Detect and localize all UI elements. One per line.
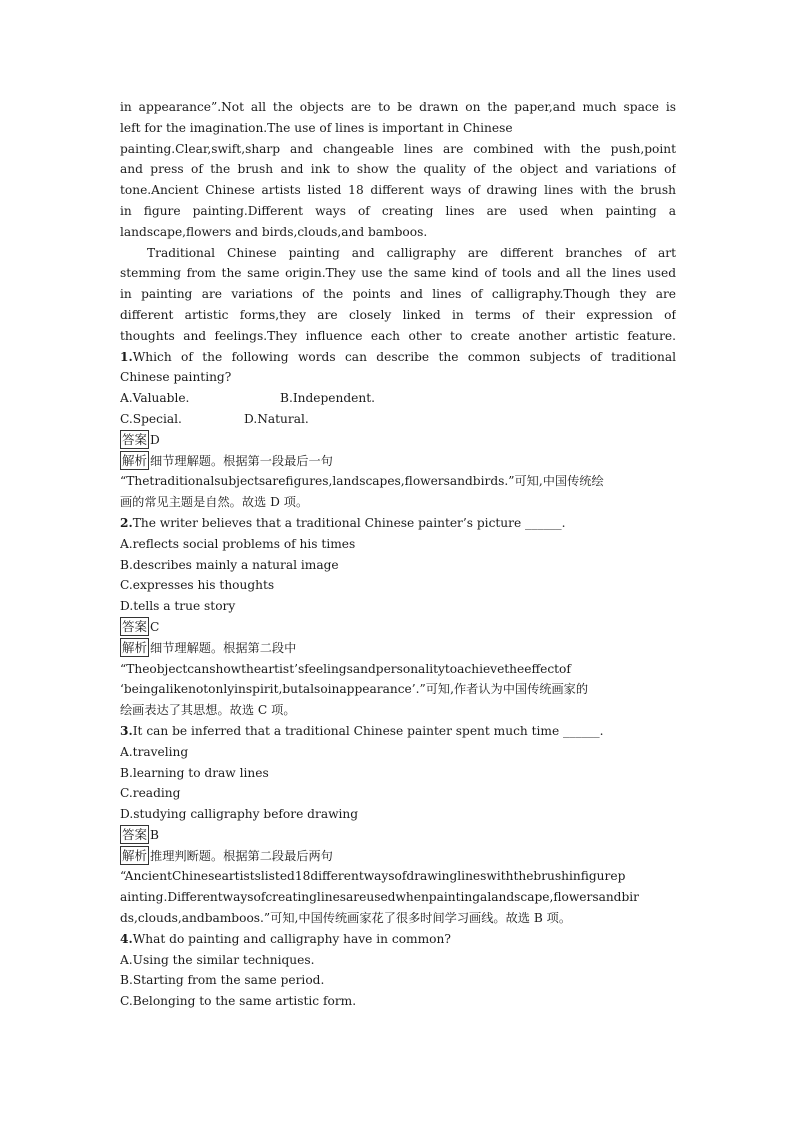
option-b: B.learning to draw lines — [120, 765, 269, 780]
question-3-answer — [120, 825, 676, 846]
passage-line: painting.Clear,swift,sharp and changeable lines are combined with the push,point — [120, 141, 676, 156]
analysis-line: “AncientChineseartistslisted18differentwaysofdrawinglineswiththebrushinfigurep — [120, 869, 626, 884]
option-d: D.tells a true story — [120, 599, 236, 614]
question-number: 4. — [120, 931, 133, 946]
question-text: The writer believes that a traditional Chinese painter’s picture ______. — [132, 515, 566, 530]
option-a: A.traveling — [120, 744, 189, 759]
analysis-line: ‘beingalikenotonlyinspirit,butalsoinappearance’.”可知,作者认为中国传统画家的 — [120, 682, 589, 697]
question-number: 2. — [120, 515, 133, 530]
option-c: C.Belonging to the same artistic form. — [120, 994, 357, 1009]
passage-line: different artistic forms,they are closely linked in terms of their expression of — [120, 307, 676, 322]
passage-line: thoughts and feelings.They influence each other to create another artistic feature. — [120, 328, 676, 343]
option-b: B.Independent. — [280, 391, 376, 406]
passage-line: in figure painting.Different ways of creating lines are used when painting a — [120, 203, 676, 218]
option-c: C.expresses his thoughts — [120, 578, 275, 593]
analysis-text: 细节理解题。根据第一段最后一句 — [150, 453, 333, 468]
answer-label: 答案 — [122, 618, 148, 634]
analysis-line: ainting.Differentwaysofcreatinglinesareusedwhenpaintingalandscape,flowersandbir — [120, 890, 640, 905]
option-d: D.Natural. — [244, 411, 309, 426]
question-text: What do painting and calligraphy have in common? — [132, 931, 451, 946]
passage-line: in appearance”.Not all the objects are to be drawn on the paper,and much space is — [120, 100, 676, 114]
answer-value: D — [150, 432, 160, 447]
question-1-options-ab — [120, 388, 676, 409]
question-1-stem-cont: Chinese painting? — [120, 370, 232, 385]
option-d: D.studying calligraphy before drawing — [120, 807, 359, 822]
question-text: Which of the following words can describe the common subjects of traditional — [132, 349, 676, 364]
option-b: B.describes mainly a natural image — [120, 557, 339, 572]
option-c: C.Special. — [120, 411, 182, 426]
analysis-line: “Theobjectcanshowtheartist’sfeelingsandpersonalitytoachievetheeffectof — [120, 661, 571, 676]
answer-label: 答案 — [122, 431, 148, 447]
question-3-analysis — [120, 846, 676, 867]
analysis-line: “Thetraditionalsubjectsarefigures,landscapes,flowersandbirds.”可知,中国传统绘 — [120, 474, 604, 489]
question-2-answer — [120, 617, 676, 638]
option-a: A.Valuable. — [120, 391, 190, 406]
analysis-line: 画的常见主题是自然。故选 D 项。 — [120, 495, 309, 510]
passage-line: in painting are variations of the points and lines of calligraphy.Though they are — [120, 287, 676, 302]
passage-line: landscape,flowers and birds,clouds,and bamboos. — [120, 224, 428, 239]
question-3-stem — [120, 721, 676, 742]
passage-line: and press of the brush and ink to show the quality of the object and variations of — [120, 162, 676, 177]
option-a: A.Using the similar techniques. — [120, 952, 315, 967]
analysis-line: 绘画表达了其思想。故选 C 项。 — [120, 703, 296, 718]
passage-line: tone.Ancient Chinese artists listed 18 different ways of drawing lines with the brush — [120, 183, 676, 198]
question-text: It can be inferred that a traditional Chinese painter spent much time ______. — [132, 723, 604, 738]
passage-line: stemming from the same origin.They use the same kind of tools and all the lines used — [120, 266, 676, 281]
question-number: 1. — [120, 349, 133, 364]
question-1-stem — [120, 347, 676, 368]
option-a: A.reflects social problems of his times — [120, 536, 356, 551]
answer-value: C — [150, 619, 160, 634]
analysis-label: 解析 — [122, 452, 148, 468]
analysis-text: 推理判断题。根据第二段最后两句 — [150, 848, 333, 863]
question-1-answer — [120, 430, 676, 451]
option-b: B.Starting from the same period. — [120, 973, 325, 988]
answer-value: B — [150, 827, 159, 842]
question-2-analysis — [120, 638, 676, 659]
question-2-stem — [120, 513, 676, 534]
analysis-text: 细节理解题。根据第二段中 — [150, 640, 297, 655]
option-c: C.reading — [120, 786, 181, 801]
analysis-line: ds,clouds,andbamboos.”可知,中国传统画家花了很多时间学习画线。故选 B 项。 — [120, 911, 572, 926]
answer-label: 答案 — [122, 826, 148, 842]
analysis-label: 解析 — [122, 847, 148, 863]
question-1-analysis — [120, 451, 676, 472]
question-1-options-cd — [120, 409, 676, 430]
question-number: 3. — [120, 723, 133, 738]
document-body — [120, 97, 676, 1012]
passage-line: Traditional Chinese painting and calligraphy are different branches of art — [147, 245, 676, 260]
question-4-stem — [120, 929, 676, 950]
analysis-label: 解析 — [122, 639, 148, 655]
passage-line: left for the imagination.The use of lines is important in Chinese — [120, 120, 513, 135]
